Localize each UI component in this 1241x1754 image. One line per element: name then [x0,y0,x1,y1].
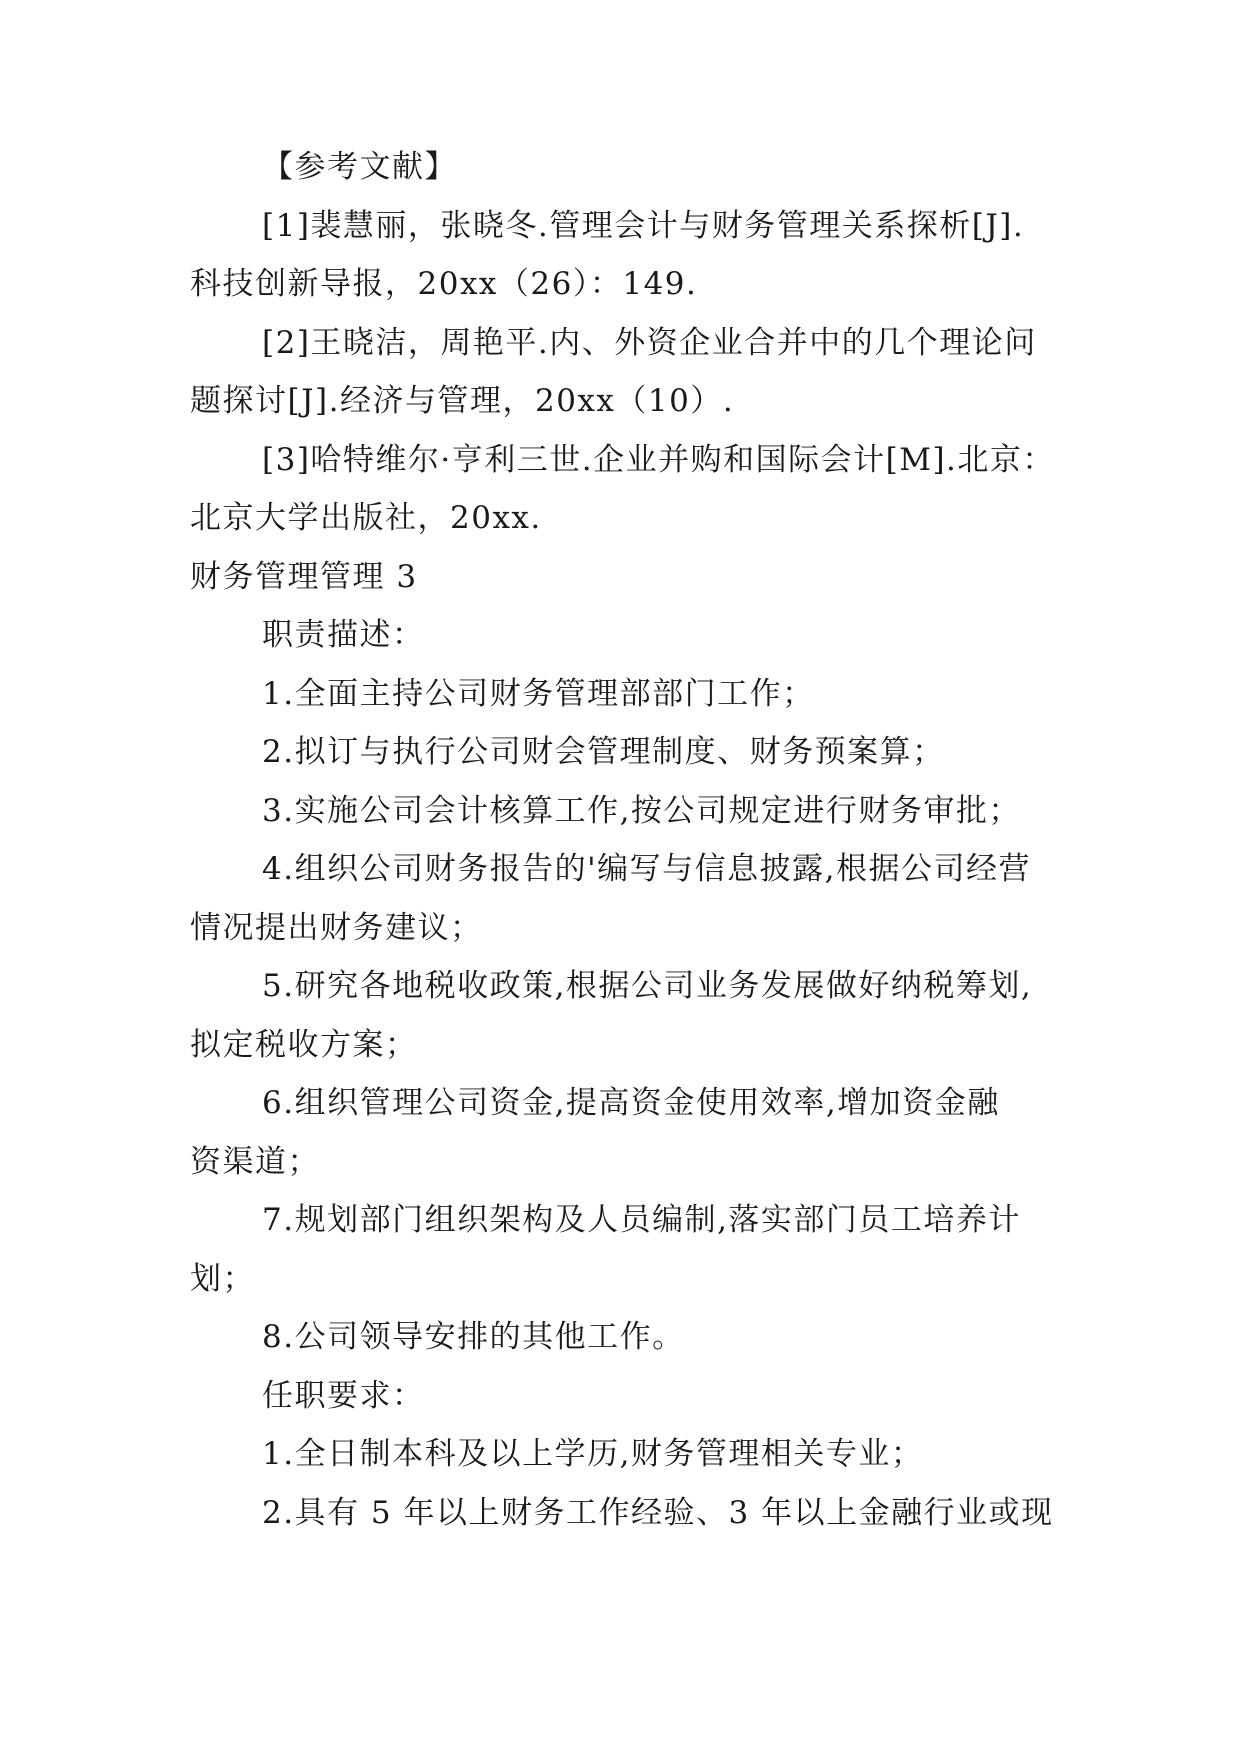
duty-item-6-line-2: 资渠道； [190,1144,320,1180]
duty-item-5-line-2: 拟定税收方案； [190,1027,418,1063]
reference-2-line-2: 题探讨[J].经济与管理，20xx（10）. [190,383,735,419]
duty-item-3: 3.实施公司会计核算工作,按公司规定进行财务审批； [262,793,1021,829]
requirements-heading: 任职要求： [262,1378,425,1414]
section-title: 财务管理管理 3 [190,559,418,595]
requirement-item-1: 1.全日制本科及以上学历,财务管理相关专业； [262,1436,924,1472]
requirement-item-2: 2.具有 5 年以上财务工作经验、3 年以上金融行业或现 [262,1495,1054,1531]
reference-1-line-1: [1]裴慧丽，张晓冬.管理会计与财务管理关系探析[J]. [262,208,1025,244]
duty-item-4-line-1: 4.组织公司财务报告的'编写与信息披露,根据公司经营 [262,851,1031,887]
references-heading: 【参考文献】 [262,149,457,185]
duty-item-4-line-2: 情况提出财务建议； [190,910,483,946]
duty-item-5-line-1: 5.研究各地税收政策,根据公司业务发展做好纳税筹划, [262,968,1033,1004]
duty-item-7-line-1: 7.规划部门组织架构及人员编制,落实部门员工培养计 [262,1202,1021,1238]
duty-item-1: 1.全面主持公司财务管理部部门工作； [262,676,815,712]
duty-item-6-line-1: 6.组织管理公司资金,提高资金使用效率,增加资金融 [262,1085,1000,1121]
duties-heading: 职责描述： [262,617,425,653]
duty-item-7-line-2: 划； [190,1261,255,1297]
reference-3-line-2: 北京大学出版社，20xx. [190,500,542,536]
duty-item-2: 2.拟订与执行公司财会管理制度、财务预案算； [262,734,945,770]
reference-1-line-2: 科技创新导报，20xx（26）：149. [190,266,698,302]
reference-2-line-1: [2]王晓洁，周艳平.内、外资企业合并中的几个理论问 [262,325,1037,361]
reference-3-line-1: [3]哈特维尔·亨利三世.企业并购和国际会计[M].北京： [262,442,1055,478]
duty-item-8: 8.公司领导安排的其他工作。 [262,1319,685,1355]
